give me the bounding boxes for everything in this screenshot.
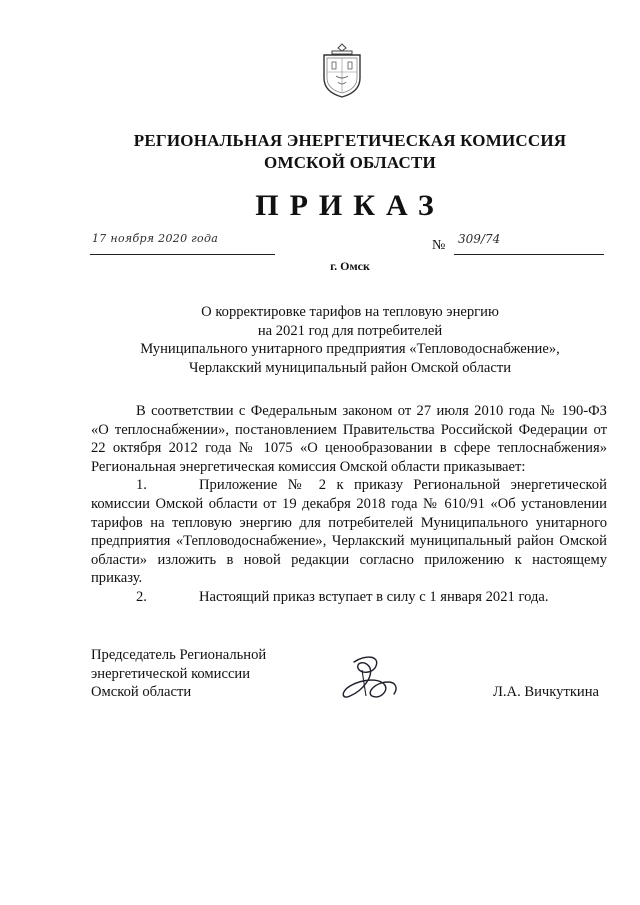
item-number: 1. (136, 477, 147, 494)
organization-name-line1: РЕГИОНАЛЬНАЯ ЭНЕРГЕТИЧЕСКАЯ КОМИССИЯ (133, 131, 567, 150)
coat-of-arms-icon (318, 42, 366, 98)
city-label: г. Омск (330, 259, 370, 273)
order-item-1 (91, 476, 607, 588)
signatory-title-line: Омской области (91, 684, 192, 701)
item-text: Приложение № 2 к приказу Региональной энергетической комиссии Омской области от 19 декабря 2018 года № 610/91 «Об установлении тарифов на тепловую энергию для потребителей Муниципального унитарного предприятия «Тепловодоснабжение», Черлакский муниципальный район Омской области» изложить в новой редакции согласно приложению к настоящему приказу. (91, 477, 607, 587)
organization-name-line2: ОМСКОЙ ОБЛАСТИ (264, 153, 436, 172)
document-type-title: ПРИКАЗ (255, 189, 445, 222)
signatory-title-line: Председатель Региональной (91, 647, 267, 663)
signatory-title-line: энергетической комиссии (91, 665, 251, 682)
subject-line: на 2021 год для потребителей (257, 322, 443, 339)
handwritten-number: 309/74 (458, 232, 501, 246)
subject-line: О корректировке тарифов на тепловую энергию (201, 304, 499, 320)
item-number: 2. (136, 588, 147, 605)
number-label: № (432, 238, 446, 253)
signatory-title (91, 646, 266, 702)
subject-line: Муниципального унитарного предприятия «Тепловодоснабжение», (140, 341, 560, 357)
organization-name (60, 130, 640, 174)
item-text: Настоящий приказ вступает в силу с 1 января 2021 года. (199, 588, 549, 605)
signatory-name: Л.А. Вичкуткина (493, 684, 600, 700)
order-body (91, 402, 607, 607)
order-item-2 (91, 588, 607, 607)
preamble-paragraph: В соответствии с Федеральным законом от 27 июля 2010 года № 190-ФЗ «О теплоснабжении», постановлением Правительства Российской Федерации от 22 октября 2012 года № 1075 «О ценообразовании в сфере теплоснабжения» Региональная энергетическая комиссия Омской области приказывает: (91, 403, 607, 475)
subject-line: Черлакский муниципальный район Омской области (188, 359, 512, 376)
handwritten-signature-icon (336, 652, 406, 708)
handwritten-date: 17 ноября 2020 года (92, 232, 219, 245)
order-subject (60, 303, 640, 377)
